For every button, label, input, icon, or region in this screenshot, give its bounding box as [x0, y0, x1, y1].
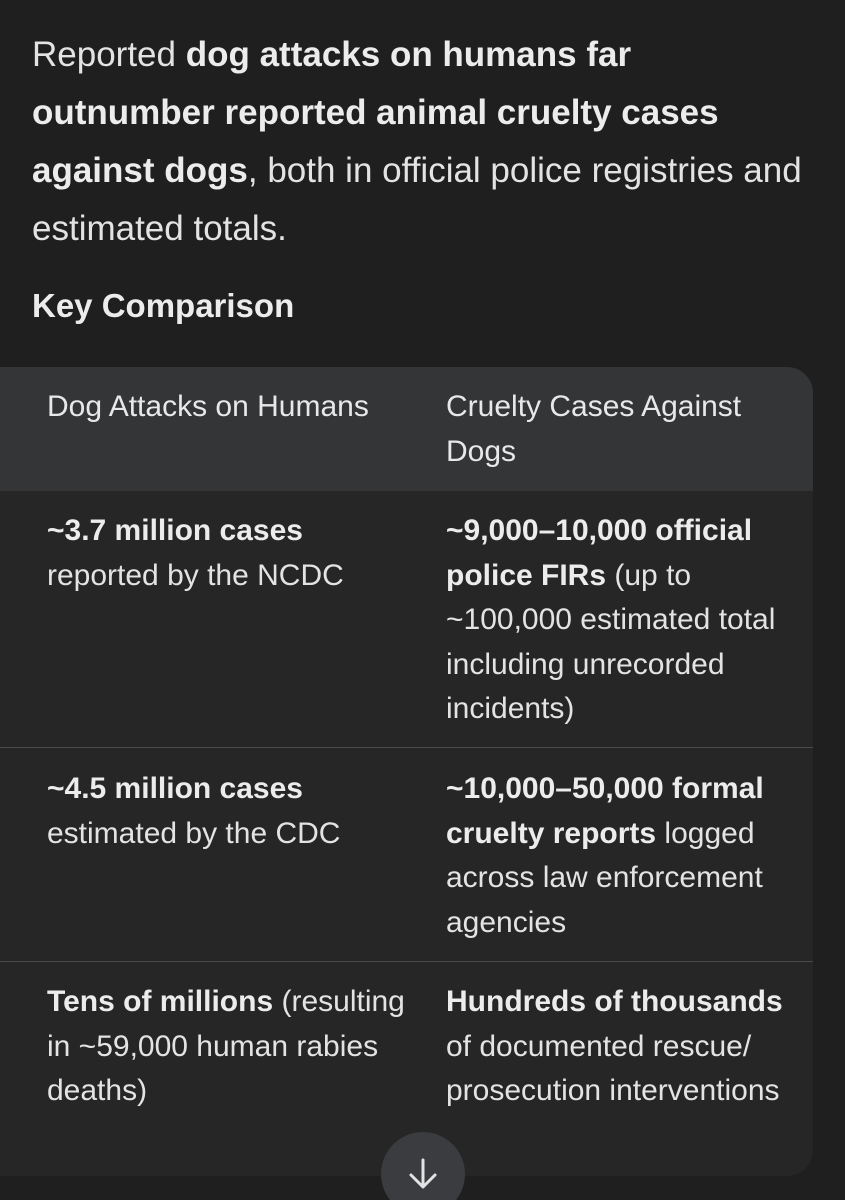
- cell-text: (resulting in ~59,000 human rabies deaths): [47, 985, 405, 1107]
- column-header-dog-attacks: Dog Attacks on Humans: [47, 390, 369, 423]
- table-cell: [47, 509, 407, 598]
- cell-text: of documented rescue/ prosecution interventions: [446, 1029, 780, 1107]
- cell-bold-text: ~10,000–50,000 formal cruelty reports: [446, 772, 764, 850]
- table-cell: [47, 980, 407, 1114]
- cell-text: reported by the NCDC: [47, 558, 344, 592]
- cell-text: (up to ~100,000 estimated total including unrecorded incidents): [446, 558, 776, 725]
- table-cell: [446, 767, 806, 945]
- column-header-cruelty-cases: Cruelty Cases Against Dogs: [446, 390, 742, 468]
- cell-text: logged across law enforcement agencies: [446, 816, 763, 939]
- section-heading: Key Comparison: [32, 287, 295, 324]
- row-divider: [0, 747, 813, 748]
- intro-text-end: , both in official police registries and estimated totals.: [32, 151, 802, 248]
- table-cell: [446, 980, 806, 1114]
- table-cell: [446, 509, 806, 732]
- cell-bold-text: ~4.5 million cases: [47, 772, 303, 805]
- table-cell: [47, 767, 407, 856]
- row-divider: [0, 961, 813, 962]
- intro-paragraph: [32, 26, 812, 258]
- cell-text: estimated by the CDC: [47, 816, 341, 850]
- cell-bold-text: Hundreds of thousands: [446, 985, 783, 1018]
- arrow-down-icon: [408, 1158, 438, 1190]
- table-header-row: [0, 367, 813, 491]
- cell-bold-text: ~9,000–10,000 official police FIRs: [446, 514, 753, 592]
- cell-bold-text: Tens of millions: [47, 985, 274, 1018]
- intro-bold-claim: dog attacks on humans far outnumber reported animal cruelty cases against dogs: [32, 35, 719, 190]
- intro-text-start: Reported: [32, 35, 186, 74]
- cell-bold-text: ~3.7 million cases: [47, 514, 303, 547]
- comparison-table[interactable]: [0, 367, 813, 1176]
